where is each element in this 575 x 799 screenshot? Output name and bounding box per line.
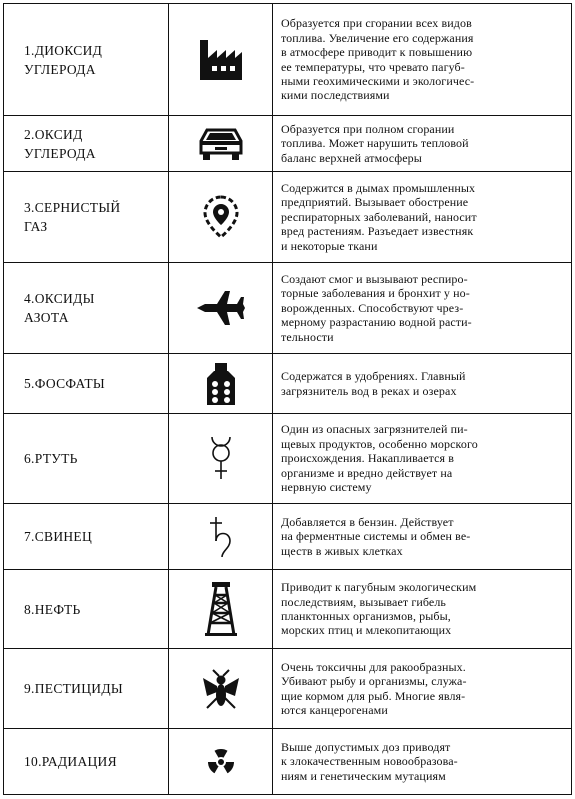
pollutant-name: 2.ОКСИД УГЛЕРОДА — [4, 116, 169, 172]
oil-derrick-icon — [204, 581, 238, 637]
mercury-symbol-icon — [206, 435, 236, 483]
table-row — [4, 172, 572, 263]
pollutant-name: 7.СВИНЕЦ — [4, 504, 169, 570]
factory-icon — [198, 38, 244, 82]
table-row — [4, 263, 572, 354]
pollutant-description: Выше допустимых доз приводят к злокачественным новообразова- ниям и генетическим мутациям — [273, 729, 572, 795]
car-icon — [196, 126, 246, 162]
pollutant-icon-cell — [169, 116, 273, 172]
pollutant-icon-cell — [169, 504, 273, 570]
pollutant-name: 5.ФОСФАТЫ — [4, 354, 169, 414]
pollutant-description: Образуется при сгорании всех видов топлива. Увеличение его содержания в атмосфере приводит к повышению ее температуры, что чревато пагуб- ными геохимическими и экологичес- кими последствиями — [273, 4, 572, 116]
table-row — [4, 570, 572, 649]
pollutant-description: Создают смог и вызывают респиро- торные заболевания и бронхит у но- ворожденных. Способствуют чрез- мерному разрастанию водной расти- тельности — [273, 263, 572, 354]
pollutant-description: Добавляется в бензин. Действует на ферментные системы и обмен ве- ществ в живых клетках — [273, 504, 572, 570]
pollutant-description: Очень токсичны для ракообразных. Убивают рыбу и организмы, служа- щие кормом для рыб. Многие явля- ются канцерогенами — [273, 649, 572, 729]
radiation-icon — [202, 743, 240, 781]
pollutant-icon-cell — [169, 354, 273, 414]
table-row — [4, 504, 572, 570]
pollutant-description: Образуется при полном сгорании топлива. Может нарушить тепловой баланс верхней атмосферы — [273, 116, 572, 172]
table-row — [4, 649, 572, 729]
table-row — [4, 116, 572, 172]
pollutant-icon-cell — [169, 172, 273, 263]
pollutant-name: 3.СЕРНИСТЫЙ ГАЗ — [4, 172, 169, 263]
pollutant-name: 4.ОКСИДЫ АЗОТА — [4, 263, 169, 354]
fertilizer-bottle-icon — [204, 362, 238, 406]
pollutant-name: 9.ПЕСТИЦИДЫ — [4, 649, 169, 729]
table-row — [4, 354, 572, 414]
pollutant-description: Содержатся в удобрениях. Главный загрязнитель вод в реках и озерах — [273, 354, 572, 414]
pollutant-name: 8.НЕФТЬ — [4, 570, 169, 649]
pollutant-icon-cell — [169, 263, 273, 354]
pollutant-icon-cell — [169, 4, 273, 116]
saturn-lead-symbol-icon — [206, 515, 236, 559]
location-pin-icon — [201, 194, 241, 240]
table-row — [4, 729, 572, 795]
table-row — [4, 414, 572, 504]
pollutant-icon-cell — [169, 649, 273, 729]
pollutant-name: 10.РАДИАЦИЯ — [4, 729, 169, 795]
pollutant-description: Содержится в дымах промышленных предприятий. Вызывает обострение респираторных заболеваний, наносит вред растениям. Разъедает известняк и некоторые ткани — [273, 172, 572, 263]
pollutant-icon-cell — [169, 414, 273, 504]
pollutant-name: 6.РТУТЬ — [4, 414, 169, 504]
pollutants-table — [3, 3, 572, 795]
pollutant-icon-cell — [169, 570, 273, 649]
pollutant-description: Один из опасных загрязнителей пи- щевых продуктов, особенно морского происхождения. Накапливается в организме и вредно действует на нервную систему — [273, 414, 572, 504]
insect-icon — [200, 668, 242, 710]
pollutant-name: 1.ДИОКСИД УГЛЕРОДА — [4, 4, 169, 116]
table-row — [4, 4, 572, 116]
airplane-icon — [195, 289, 247, 327]
pollutant-icon-cell — [169, 729, 273, 795]
pollutant-description: Приводит к пагубным экологическим последствиям, вызывает гибель планктонных организмов, рыбы, морских птиц и млекопитающих — [273, 570, 572, 649]
